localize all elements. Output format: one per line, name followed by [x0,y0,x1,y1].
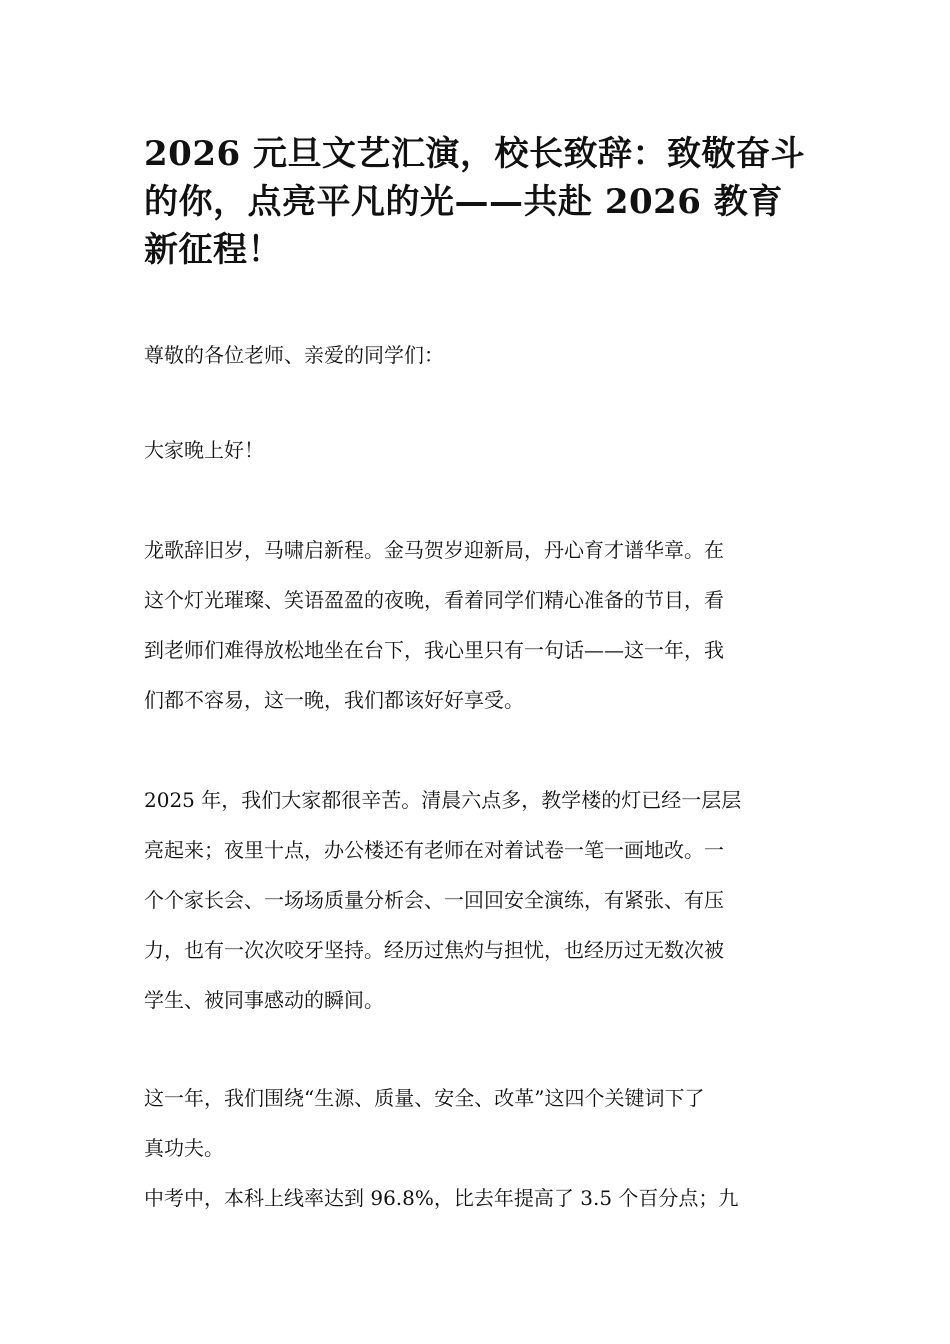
paragraph-line: 亮起来；夜里十点，办公楼还有老师在对着试卷一笔一画地改。一 [144,838,724,862]
paragraph-line: 们都不容易，这一晚，我们都该好好享受。 [144,688,524,712]
paragraph-line: 这个灯光璀璨、笑语盈盈的夜晚，看着同学们精心准备的节目，看 [144,588,724,612]
paragraph-1 [144,525,810,725]
paragraph-line: 力，也有一次次咬牙坚持。经历过焦灼与担忧，也经历过无数次被 [144,938,724,962]
salutation-text: 大家晚上好！ [144,438,264,462]
paragraph-line: 到老师们难得放松地坐在台下，我心里只有一句话——这一年，我 [144,638,724,662]
paragraph-line: 2025 年，我们大家都很辛苦。清晨六点多，教学楼的灯已经一层层 [144,788,742,812]
paragraph-line: 真功夫。 [144,1136,224,1160]
greeting-text: 尊敬的各位老师、亲爱的同学们： [144,343,444,367]
paragraph-3 [144,1073,810,1223]
paragraph-2 [144,775,810,1025]
paragraph-line: 个个家长会、一场场质量分析会、一回回安全演练，有紧张、有压 [144,888,724,912]
paragraph-line: 龙歌辞旧岁，马啸启新程。金马贺岁迎新局，丹心育才谱华章。在 [144,538,724,562]
paragraph-line: 学生、被同事感动的瞬间。 [144,988,384,1012]
paragraph-line: 中考中，本科上线率达到 96.8%，比去年提高了 3.5 个百分点；九 [144,1186,739,1210]
paragraph-line: 这一年，我们围绕“生源、质量、安全、改革”这四个关键词下了 [144,1086,705,1110]
document-title: 2026 元旦文艺汇演，校长致辞：致敬奋斗的你，点亮平凡的光——共赴 2026 教育新征程！ [144,134,805,270]
